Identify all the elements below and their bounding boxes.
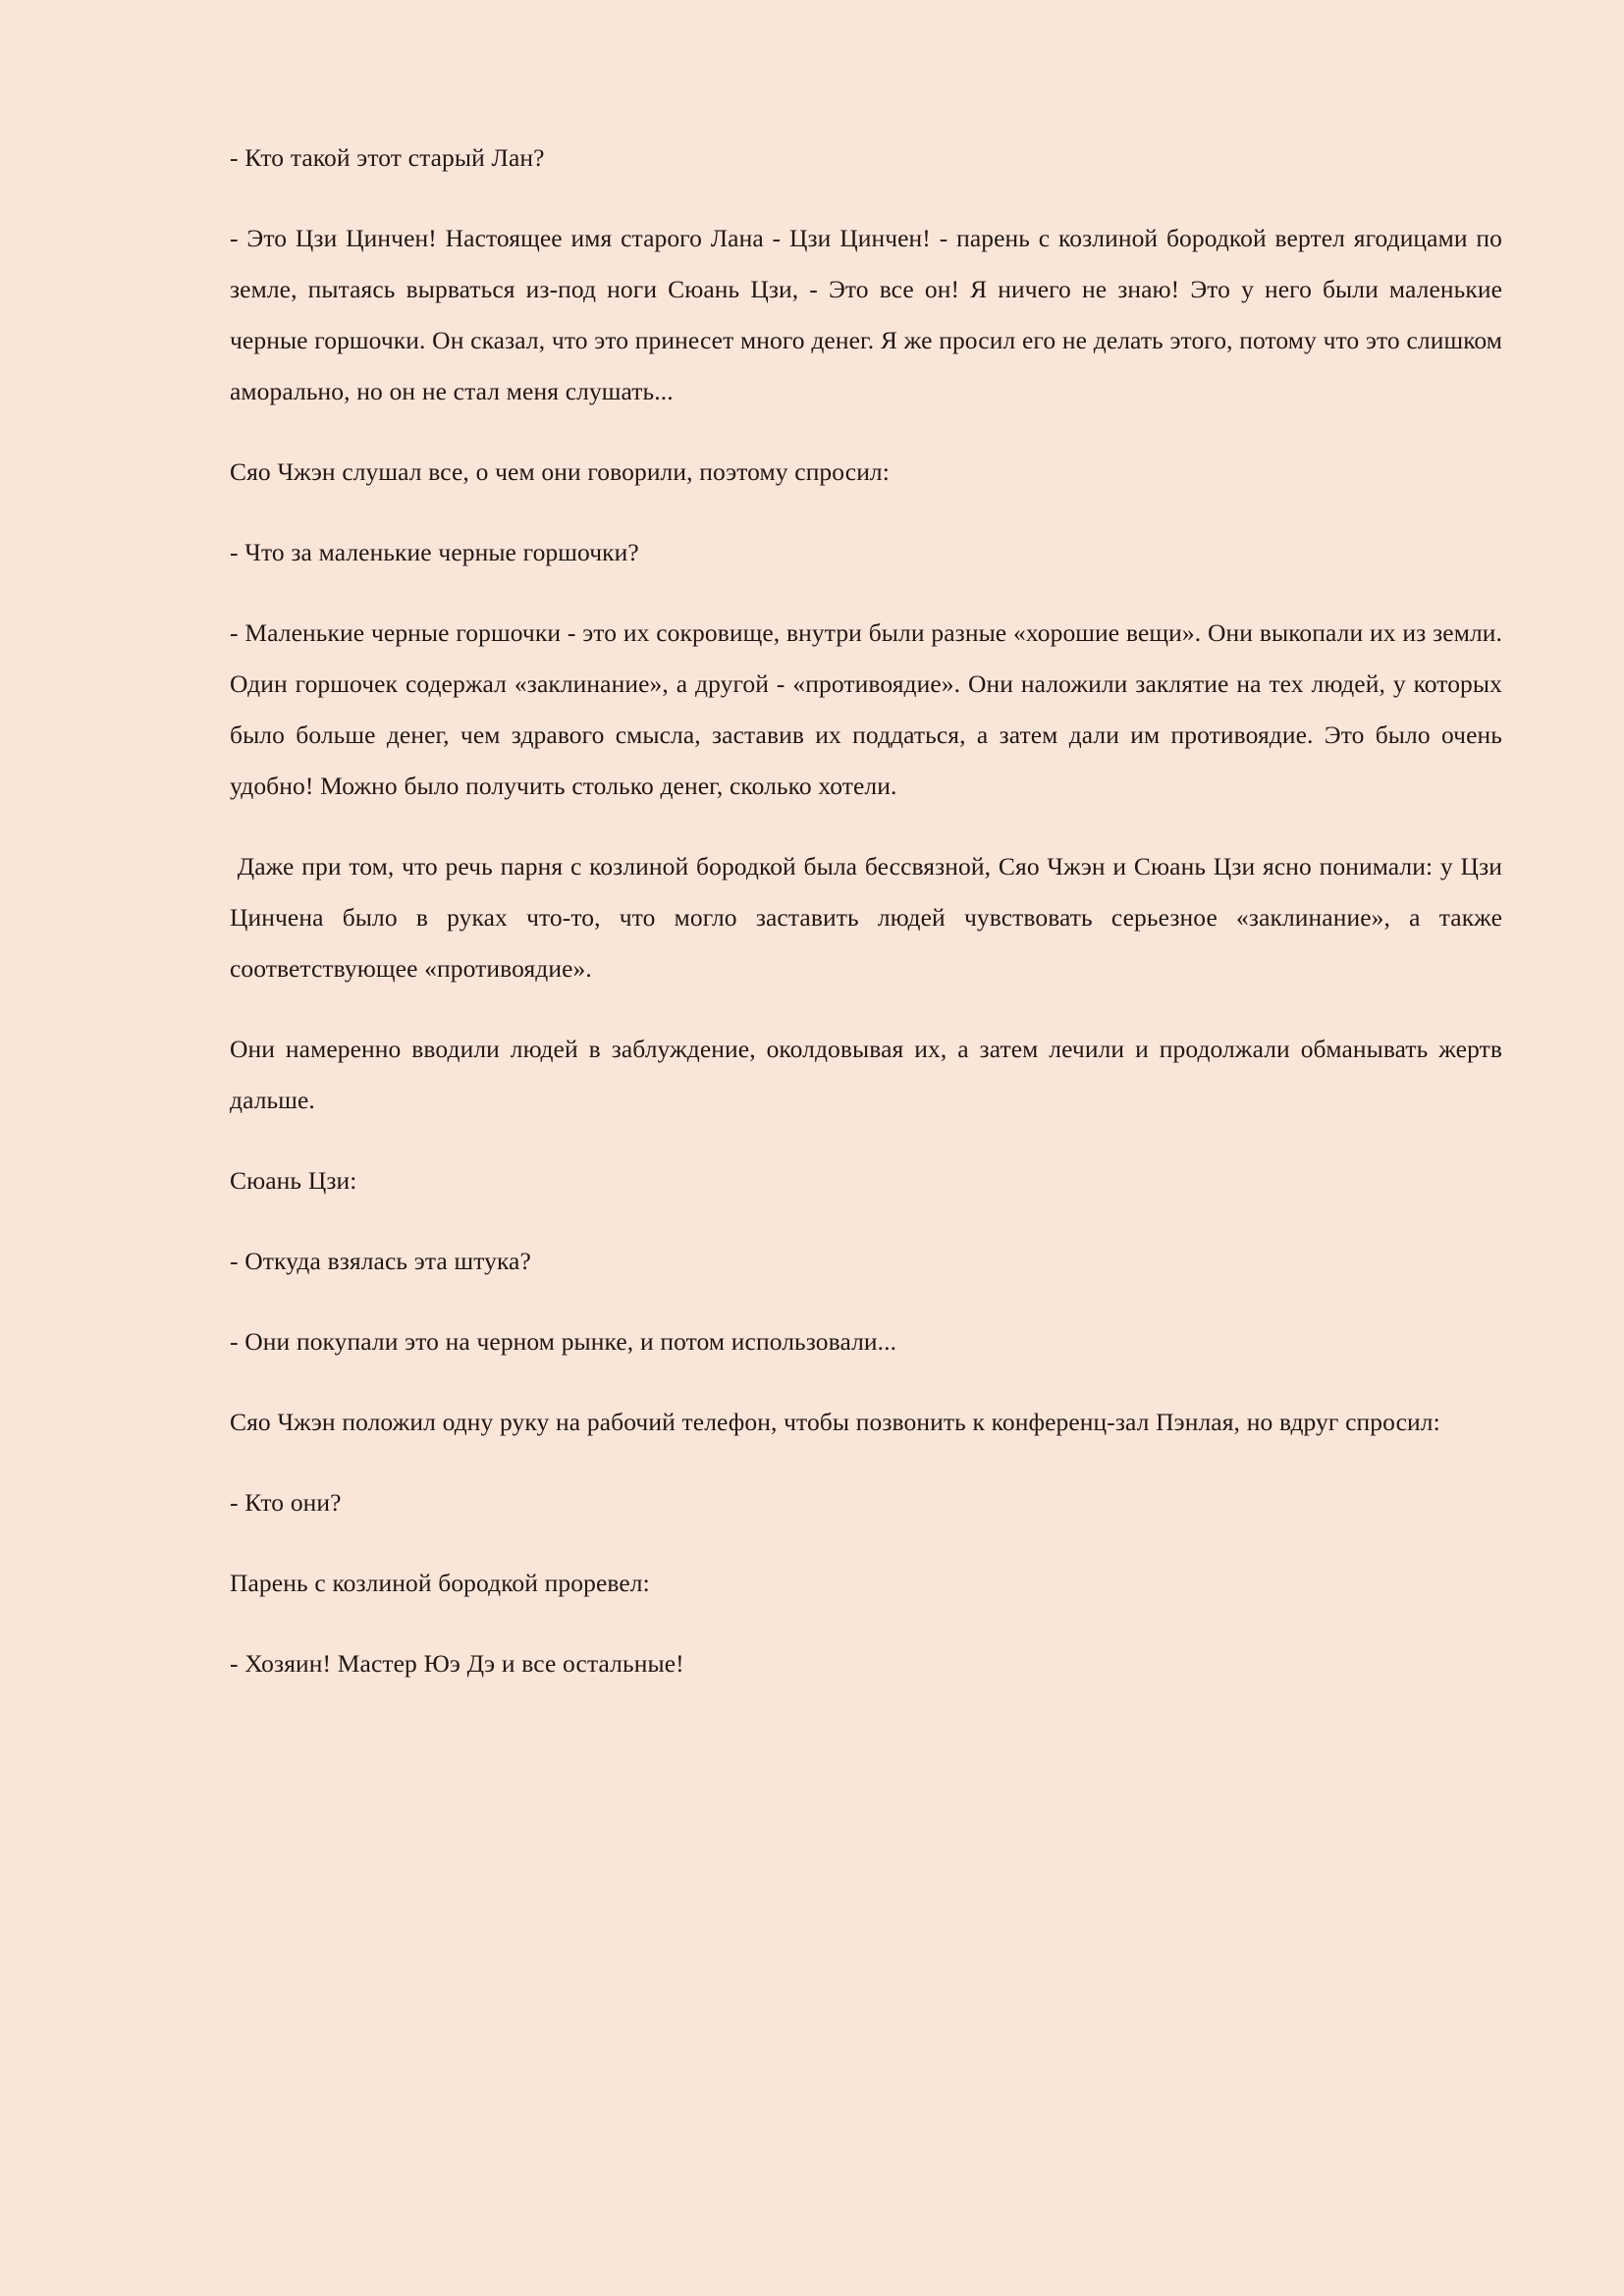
- paragraph: - Что за маленькие черные горшочки?: [230, 538, 639, 566]
- paragraph: - Они покупали это на черном рынке, и потом использовали...: [230, 1327, 897, 1356]
- paragraph: Они намеренно вводили людей в заблуждение, околдовывая их, а затем лечили и продолжали обманывать жертв дальше.: [230, 1035, 1509, 1114]
- paragraph: Парень с козлиной бородкой проревел:: [230, 1569, 650, 1597]
- paragraph: Даже при том, что речь парня с козлиной бородкой была бессвязной, Сяо Чжэн и Сюань Цзи ясно понимали: у Цзи Цинчена было в руках что-то, что могло заставить людей чувствовать серьезное «заклинание», а также соответствующее «противоядие».: [230, 852, 1509, 983]
- text-column: [230, 133, 1509, 1689]
- paragraph: - Маленькие черные горшочки - это их сокровище, внутри были разные «хорошие вещи». Они выкопали их из земли. Один горшочек содержал «заклинание», а другой - «противоядие». Они наложили заклятие на тех людей, у которых было больше денег, чем здравого смысла, заставив их поддаться, а затем дали им противоядие. Это было очень удобно! Можно было получить столько денег, сколько хотели.: [230, 618, 1509, 800]
- paragraph: - Хозяин! Мастер Юэ Дэ и все остальные!: [230, 1649, 684, 1678]
- paragraph: Сяо Чжэн слушал все, о чем они говорили, поэтому спросил:: [230, 457, 890, 486]
- paragraph: - Это Цзи Цинчен! Настоящее имя старого Лана - Цзи Цинчен! - парень с козлиной бородкой вертел ягодицами по земле, пытаясь вырваться из-под ноги Сюань Цзи, - Это все он! Я ничего не знаю! Это у него были маленькие черные горшочки. Он сказал, что это принесет много денег. Я же просил его не делать этого, потому что это слишком аморально, но он не стал меня слушать...: [230, 224, 1509, 405]
- paragraph: Сюань Цзи:: [230, 1166, 357, 1195]
- paragraph: - Кто они?: [230, 1488, 342, 1517]
- paragraph: - Кто такой этот старый Лан?: [230, 143, 545, 172]
- paragraph: Сяо Чжэн положил одну руку на рабочий телефон, чтобы позвонить к конференц-зал Пэнлая, но вдруг спросил:: [230, 1408, 1440, 1436]
- paragraph: - Откуда взялась эта штука?: [230, 1247, 531, 1275]
